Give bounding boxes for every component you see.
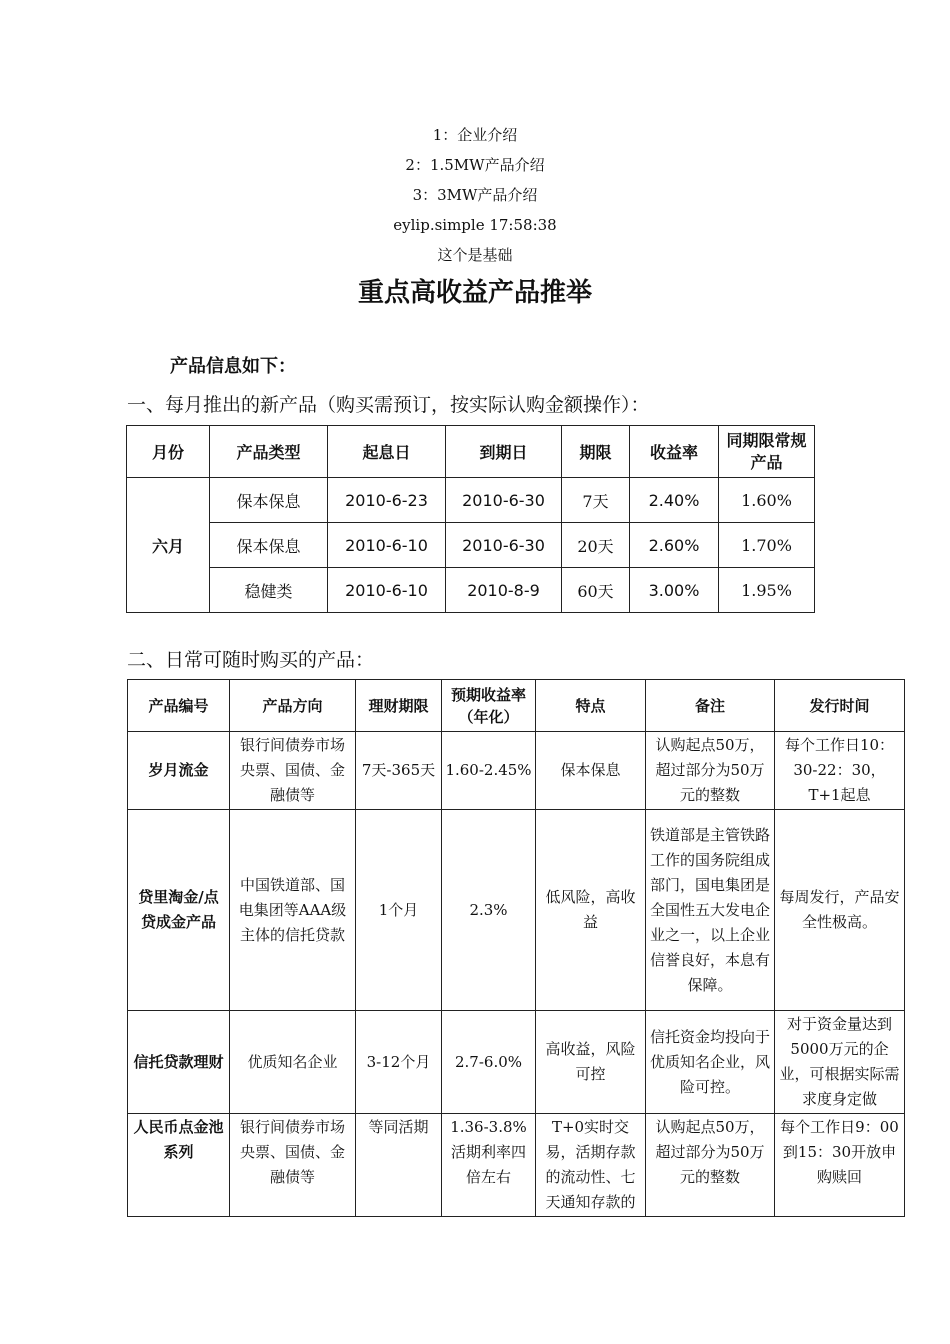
product-name-cell: 信托贷款理财 xyxy=(128,1011,230,1114)
direction-cell: 银行间债券市场央票、国债、金融债等 xyxy=(230,732,356,810)
start-cell: 2010-6-23 xyxy=(328,478,446,523)
rate-cell: 2.40% xyxy=(630,478,719,523)
toc-item: 2：1.5MW产品介绍 xyxy=(405,156,545,174)
header-cell: 收益率 xyxy=(630,426,719,478)
toc-item: 1：企业介绍 xyxy=(432,126,518,144)
new-products-table xyxy=(126,425,815,613)
note-cell: 认购起点50万，超过部分为50万元的整数 xyxy=(646,732,775,810)
time-cell: 每个工作日9：00到15：30开放申购赎回 xyxy=(775,1114,905,1217)
rate-cell: 3.00% xyxy=(630,568,719,613)
feature-cell: 保本保息 xyxy=(536,732,646,810)
direction-cell: 银行间债券市场央票、国债、金融债等 xyxy=(230,1114,356,1217)
table-row xyxy=(127,568,815,613)
direction-cell: 中国铁道部、国电集团等AAA级主体的信托贷款 xyxy=(230,810,356,1011)
subhead: 产品信息如下： xyxy=(170,356,296,377)
rate-cell: 2.3% xyxy=(442,810,536,1011)
section-1-heading: 一、每月推出的新产品（购买需预订，按实际认购金额操作）： xyxy=(127,394,650,416)
feature-cell: T+0实时交易，活期存款的流动性、七天通知存款的 xyxy=(536,1114,646,1217)
term-cell: 1个月 xyxy=(356,810,442,1011)
end-cell: 2010-6-30 xyxy=(446,478,562,523)
header-cell: 发行时间 xyxy=(775,680,905,732)
header-cell: 到期日 xyxy=(446,426,562,478)
table-header-row xyxy=(127,426,815,478)
header-cell: 理财期限 xyxy=(356,680,442,732)
toc-item: 3：3MW产品介绍 xyxy=(412,186,538,204)
toc-item: eylip.simple 17:58:38 xyxy=(393,216,557,234)
header-cell: 月份 xyxy=(127,426,210,478)
start-cell: 2010-6-10 xyxy=(328,568,446,613)
note-cell: 铁道部是主管铁路工作的国务院组成部门，国电集团是全国性五大发电企业之一，以上企业信誉良好，本息有保障。 xyxy=(646,810,775,1011)
time-cell: 每周发行，产品安全性极高。 xyxy=(775,810,905,1011)
table-row xyxy=(127,478,815,523)
product-name-cell: 岁月流金 xyxy=(128,732,230,810)
note-cell: 信托资金均投向于优质知名企业，风险可控。 xyxy=(646,1011,775,1114)
table-header-row xyxy=(128,680,905,732)
regular-cell: 1.95% xyxy=(719,568,815,613)
product-name-cell: 人民币点金池系列 xyxy=(128,1114,230,1217)
page-title: 重点高收益产品推举 xyxy=(357,278,592,308)
header-cell: 产品方向 xyxy=(230,680,356,732)
rate-cell: 1.36-3.8%活期利率四倍左右 xyxy=(442,1114,536,1217)
rate-cell: 2.60% xyxy=(630,523,719,568)
header-cell: 期限 xyxy=(562,426,630,478)
type-cell: 稳健类 xyxy=(210,568,328,613)
header-cell: 产品编号 xyxy=(128,680,230,732)
term-cell: 等同活期 xyxy=(356,1114,442,1217)
end-cell: 2010-6-30 xyxy=(446,523,562,568)
type-cell: 保本保息 xyxy=(210,478,328,523)
header-cell: 产品类型 xyxy=(210,426,328,478)
feature-cell: 低风险，高收益 xyxy=(536,810,646,1011)
header-cell: 特点 xyxy=(536,680,646,732)
note-cell: 认购起点50万，超过部分为50万元的整数 xyxy=(646,1114,775,1217)
header-cell: 同期限常规产品 xyxy=(719,426,815,478)
term-cell: 60天 xyxy=(562,568,630,613)
toc-item: 这个是基础 xyxy=(437,246,513,264)
toc xyxy=(0,120,950,270)
daily-products-table xyxy=(127,679,905,1217)
start-cell: 2010-6-10 xyxy=(328,523,446,568)
table-row xyxy=(128,810,905,1011)
time-cell: 每个工作日10：30-22：30，T+1起息 xyxy=(775,732,905,810)
table-row xyxy=(128,1011,905,1114)
term-cell: 7天 xyxy=(562,478,630,523)
type-cell: 保本保息 xyxy=(210,523,328,568)
header-cell: 起息日 xyxy=(328,426,446,478)
rate-cell: 2.7-6.0% xyxy=(442,1011,536,1114)
end-cell: 2010-8-9 xyxy=(446,568,562,613)
product-name-cell: 贷里淘金/点贷成金产品 xyxy=(128,810,230,1011)
rate-cell: 1.60-2.45% xyxy=(442,732,536,810)
term-cell: 3-12个月 xyxy=(356,1011,442,1114)
section-2-heading: 二、日常可随时购买的产品： xyxy=(127,649,375,671)
header-cell: 备注 xyxy=(646,680,775,732)
regular-cell: 1.70% xyxy=(719,523,815,568)
term-cell: 7天-365天 xyxy=(356,732,442,810)
term-cell: 20天 xyxy=(562,523,630,568)
month-cell: 六月 xyxy=(127,478,210,613)
direction-cell: 优质知名企业 xyxy=(230,1011,356,1114)
time-cell: 对于资金量达到5000万元的企业，可根据实际需求度身定做 xyxy=(775,1011,905,1114)
table-row xyxy=(128,732,905,810)
table-row xyxy=(127,523,815,568)
feature-cell: 高收益，风险可控 xyxy=(536,1011,646,1114)
header-cell: 预期收益率（年化） xyxy=(442,680,536,732)
regular-cell: 1.60% xyxy=(719,478,815,523)
table-row xyxy=(128,1114,905,1217)
